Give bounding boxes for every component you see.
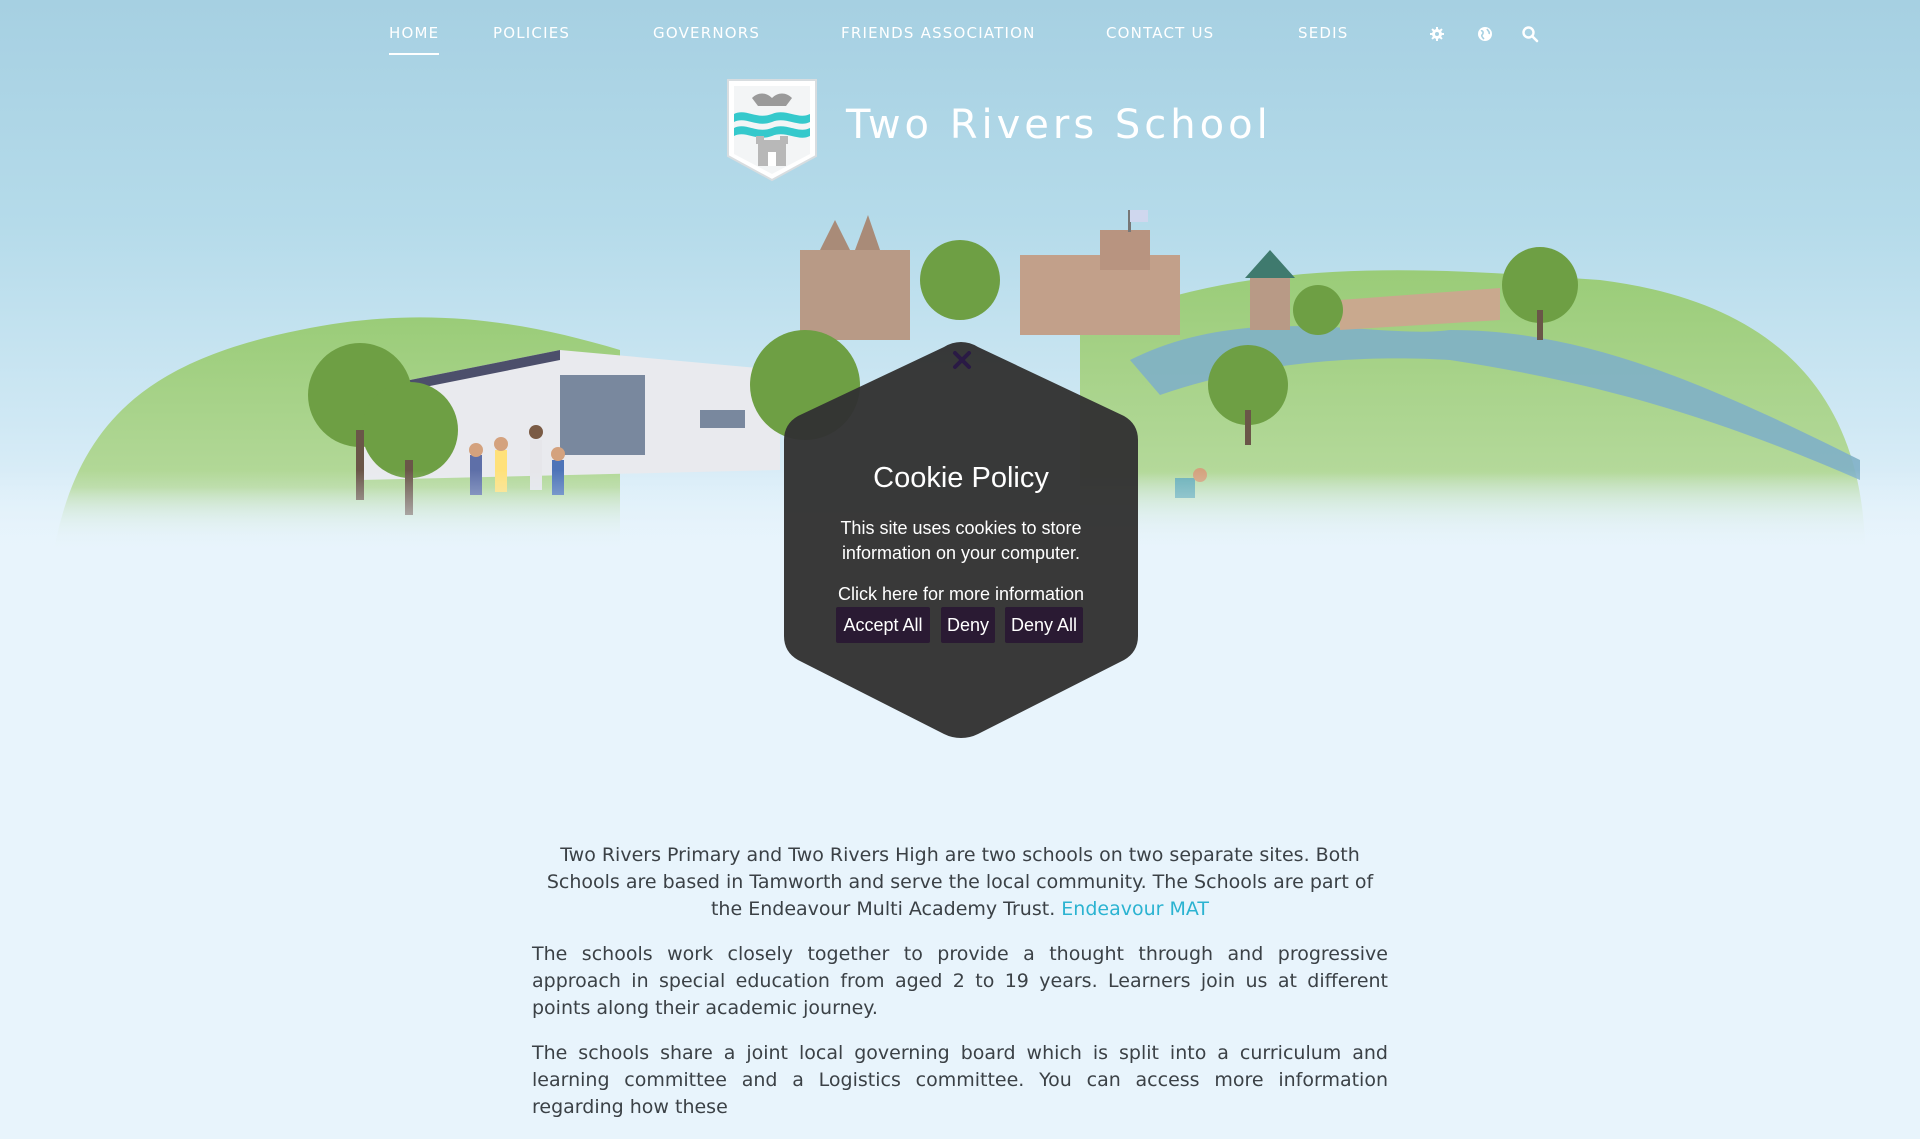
nav-friends-association[interactable]: FRIENDS ASSOCIATION <box>841 24 1036 42</box>
globe-icon[interactable] <box>1476 25 1494 43</box>
cookie-description: This site uses cookies to store information on your computer. <box>840 518 1082 563</box>
deny-button[interactable]: Deny <box>941 607 995 643</box>
nav-governors[interactable]: GOVERNORS <box>653 24 761 42</box>
intro-paragraph <box>532 842 1388 923</box>
cookie-more-info-link[interactable]: Click here for more information <box>837 584 1085 604</box>
cookie-policy-modal <box>780 336 1142 744</box>
nav-policies[interactable]: POLICIES <box>493 24 571 42</box>
main-navigation <box>0 0 1920 70</box>
approach-paragraph: The schools work closely together to provide a thought through and progressive approach in special education from aged 2 to 19 years. Learners join us at different points along their academic journey. <box>532 943 1388 1019</box>
nav-sedis[interactable]: SEDIS <box>1298 24 1349 42</box>
cookie-title: Cookie Policy <box>873 462 1049 494</box>
nav-home[interactable]: HOME <box>389 24 440 42</box>
main-content <box>532 842 1388 1139</box>
close-icon[interactable] <box>950 348 974 372</box>
accept-all-button[interactable]: Accept All <box>836 607 930 643</box>
deny-all-button[interactable]: Deny All <box>1005 607 1083 643</box>
school-crest-logo[interactable] <box>726 78 818 182</box>
gear-icon[interactable] <box>1428 25 1446 43</box>
endeavour-mat-link[interactable]: Endeavour MAT <box>1061 898 1210 920</box>
intro-text: Two Rivers Primary and Two Rivers High are two schools on two separate sites. Both Schools are based in Tamworth and serve the local community. The Schools are part of the Endeavour Multi Academy Trust. <box>546 844 1374 920</box>
site-title: Two Rivers School <box>846 102 1272 148</box>
search-icon[interactable] <box>1521 25 1539 43</box>
nav-contact-us[interactable]: CONTACT US <box>1106 24 1215 42</box>
governance-paragraph: The schools share a joint local governing board which is split into a curriculum and learning committee and a Logistics committee. You can access more information regarding how these <box>532 1042 1388 1118</box>
